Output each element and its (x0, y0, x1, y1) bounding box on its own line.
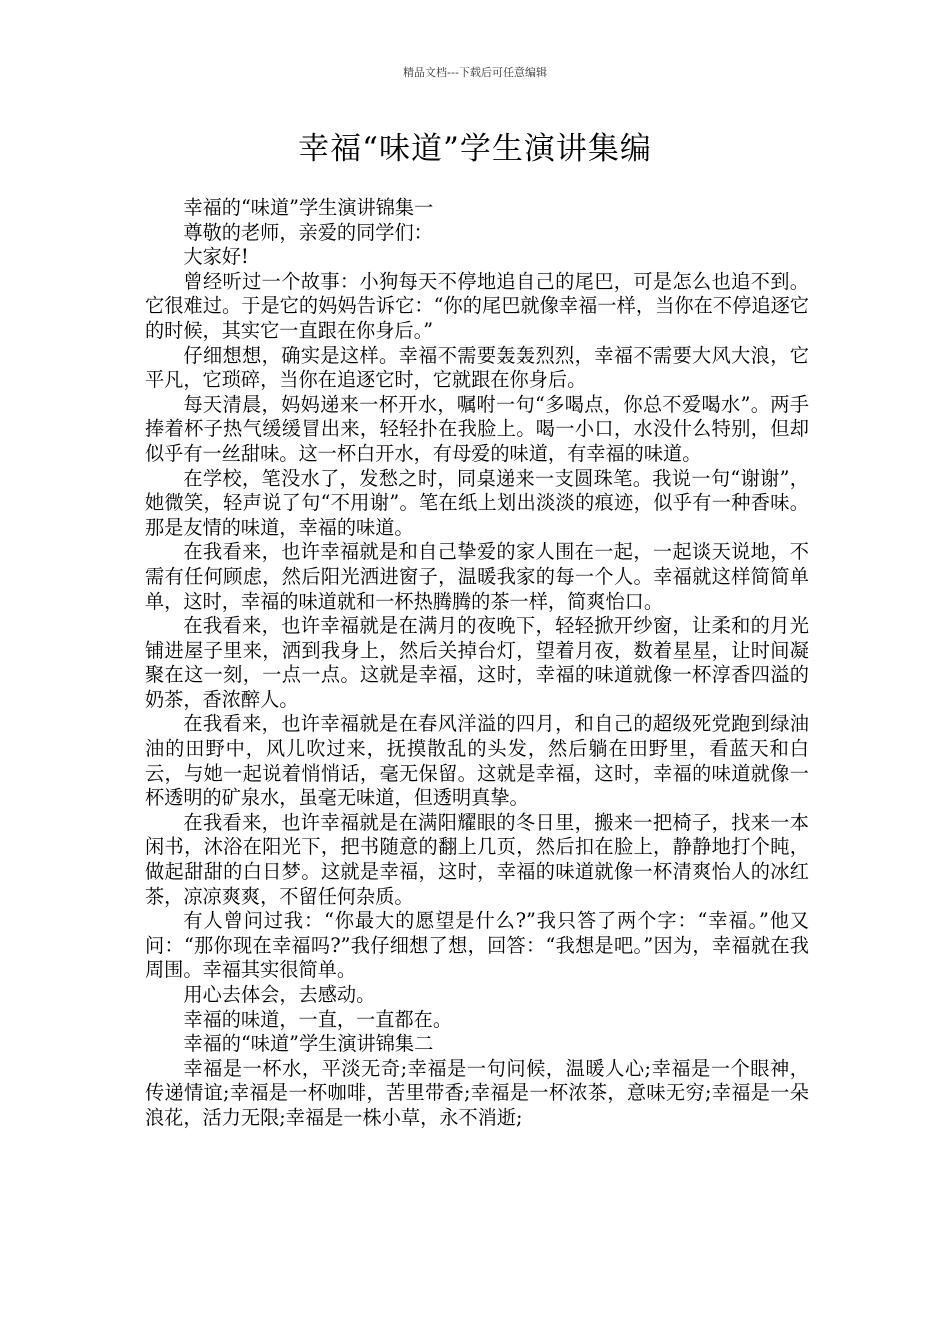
paragraph: 曾经听过一个故事：小狗每天不停地追自己的尾巴，可是怎么也追不到。它很难过。于是它的妈妈告诉它：“你的尾巴就像幸福一样，当你在不停追逐它的时候，其实它一直跟在你身后。” (145, 269, 809, 342)
paragraph: 在我看来，也许幸福就是和自己挚爱的家人围在一起，一起谈天说地，不需有任何顾虑，然后阳光洒进窗子，温暖我家的每一个人。幸福就这样简简单单，这时，幸福的味道就和一杯热腾腾的茶一样，简爽怡口。 (145, 540, 809, 613)
paragraph: 仔细想想，确实是这样。幸福不需要轰轰烈烈，幸福不需要大风大浪，它平凡，它琐碎，当你在追逐它时，它就跟在你身后。 (145, 343, 809, 392)
document-title: 幸福“味道”学生演讲集编 (298, 131, 652, 167)
paragraph: 在学校，笔没水了，发愁之时，同桌递来一支圆珠笔。我说一句“谢谢”，她微笑，轻声说了句“不用谢”。笔在纸上划出淡淡的痕迹，似乎有一种香味。那是友情的味道，幸福的味道。 (145, 466, 809, 539)
paragraph: 有人曾问过我：“你最大的愿望是什么?”我只答了两个字：“幸福。”他又问：“那你现在幸福吗?”我仔细想了想，回答：“我想是吧。”因为，幸福就在我周围。幸福其实很简单。 (145, 909, 809, 982)
paragraph: 每天清晨，妈妈递来一杯开水，嘱咐一句“多喝点，你总不爱喝水”。两手捧着杯子热气缓缓冒出来，轻轻扑在我脸上。喝一小口，水没什么特别，但却似乎有一丝甜味。这一杯白开水，有母爱的味道，有幸福的味道。 (145, 392, 809, 465)
paragraph: 尊敬的老师，亲爱的同学们： (183, 220, 433, 244)
paragraph: 幸福的“味道”学生演讲锦集一 (183, 196, 434, 219)
paragraph: 幸福的味道，一直，一直都在。 (183, 1007, 453, 1031)
paragraph: 用心去体会，去感动。 (183, 983, 376, 1006)
paragraph: 幸福是一杯水，平淡无奇;幸福是一句问候，温暖人心;幸福是一个眼神，传递情谊;幸福是一杯咖啡，苦里带香;幸福是一杯浓茶，意味无穷;幸福是一朵浪花，活力无限;幸福是一株小草，永不消逝; (145, 1056, 809, 1129)
paragraph: 在我看来，也许幸福就是在满月的夜晚下，轻轻掀开纱窗，让柔和的月光铺进屋子里来，洒到我身上，然后关掉台灯，望着月夜，数着星星，让时间凝聚在这一刻，一点一点。这就是幸福，这时，幸福的味道就像一杯淳香四溢的奶茶，香浓醉人。 (145, 614, 809, 711)
paragraph: 在我看来，也许幸福就是在春风洋溢的四月，和自己的超级死党跑到绿油油的田野中，风儿吹过来，抚摸散乱的头发，然后躺在田野里，看蓝天和白云，与她一起说着悄悄话，毫无保留。这就是幸福，这时，幸福的味道就像一杯透明的矿泉水，虽毫无味道，但透明真挚。 (145, 712, 809, 810)
document-body (145, 196, 809, 1131)
paragraph: 幸福的“味道”学生演讲锦集二 (183, 1032, 434, 1056)
paragraph: 大家好! (183, 245, 249, 269)
paragraph: 在我看来，也许幸福就是在满阳耀眼的冬日里，搬来一把椅子，找来一本闲书，沐浴在阳光下，把书随意的翻上几页，然后扣在脸上，静静地打个盹，做起甜甜的白日梦。这就是幸福，这时，幸福的味道就像一杯清爽怡人的冰红茶，凉凉爽爽，不留任何杂质。 (145, 810, 809, 908)
page-header: 精品文档---下载后可任意编辑 (403, 66, 547, 79)
